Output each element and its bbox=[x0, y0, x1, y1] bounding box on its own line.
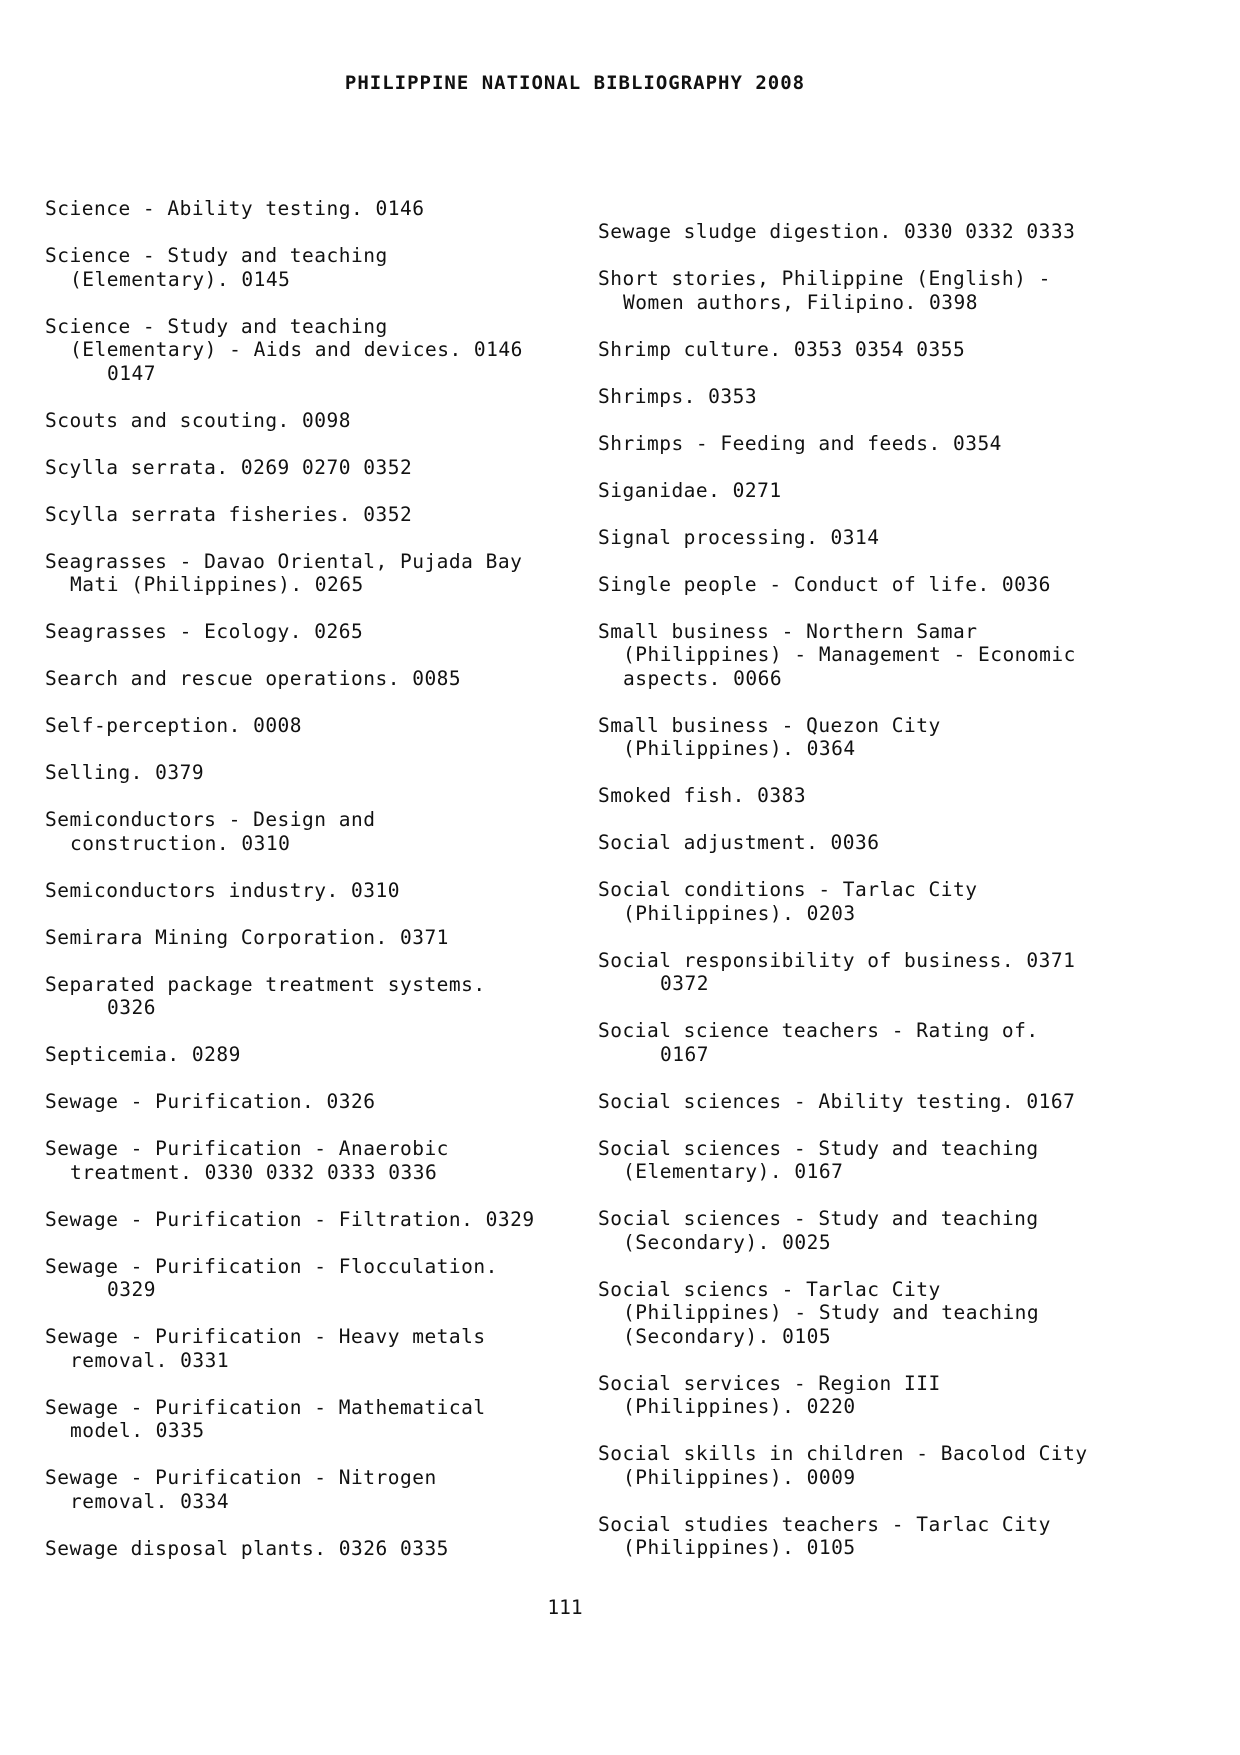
entry-heading-line: Social sciences - Ability testing. 0167 bbox=[598, 1089, 1076, 1113]
entry-heading-line: Social science teachers - Rating of. bbox=[598, 1019, 1039, 1042]
index-entry bbox=[45, 197, 605, 221]
entry-heading-line: Social studies teachers - Tarlac City bbox=[598, 1512, 1051, 1536]
index-entry bbox=[45, 761, 605, 785]
entry-heading-line: Seagrasses - Davao Oriental, Pujada Bay bbox=[45, 549, 523, 573]
entry-heading-line: Social services - Region III bbox=[598, 1371, 941, 1395]
entry-heading-line: Short stories, Philippine (English) - bbox=[598, 267, 1051, 290]
entry-heading-line: Scylla serrata. 0269 0270 0352 bbox=[45, 455, 413, 479]
index-entry bbox=[598, 479, 1158, 503]
entry-continuation-line: removal. 0334 bbox=[70, 1489, 230, 1513]
entry-heading-line: Sewage - Purification - Heavy metals bbox=[45, 1325, 486, 1348]
entry-heading-line: Social sciences - Study and teaching bbox=[598, 1136, 1039, 1160]
entry-heading-line: Siganidae. 0271 bbox=[598, 478, 782, 502]
index-entry bbox=[45, 926, 605, 950]
entry-heading-line: Shrimps. 0353 bbox=[598, 384, 758, 408]
index-entry bbox=[598, 526, 1158, 550]
entry-continuation-line: (Elementary). 0167 bbox=[623, 1160, 844, 1183]
entry-heading-line: Social responsibility of business. 0371 bbox=[598, 948, 1076, 972]
entry-heading-line: Sewage - Purification - Flocculation. bbox=[45, 1254, 498, 1278]
entry-heading-line: Signal processing. 0314 bbox=[598, 525, 880, 549]
entry-continuation-line: (Philippines) - Study and teaching bbox=[623, 1301, 1040, 1324]
entry-heading-line: Social skills in children - Bacolod City bbox=[598, 1442, 1088, 1465]
index-entry bbox=[598, 1442, 1158, 1489]
index-entry bbox=[598, 784, 1158, 808]
index-entry bbox=[45, 1208, 605, 1232]
entry-heading-line: Science - Study and teaching bbox=[45, 314, 388, 338]
index-entry bbox=[45, 456, 605, 480]
entry-continuation-line: 0329 bbox=[107, 1278, 156, 1301]
entry-heading-line: Semirara Mining Corporation. 0371 bbox=[45, 925, 449, 949]
index-entry bbox=[598, 1207, 1158, 1254]
index-entry bbox=[45, 973, 605, 1020]
index-entry bbox=[45, 244, 605, 291]
index-entry bbox=[45, 1537, 605, 1561]
entry-continuation-line: (Philippines). 0009 bbox=[623, 1465, 856, 1489]
index-entry bbox=[598, 1019, 1158, 1066]
index-entry bbox=[45, 503, 605, 527]
entry-heading-line: Science - Study and teaching bbox=[45, 244, 388, 267]
index-entry bbox=[598, 1278, 1158, 1349]
entry-continuation-line: 0372 bbox=[660, 972, 709, 995]
index-entry bbox=[45, 1396, 605, 1443]
entry-heading-line: Sewage - Purification - Mathematical bbox=[45, 1395, 486, 1419]
index-entry bbox=[45, 620, 605, 644]
entry-heading-line: Sewage - Purification - Nitrogen bbox=[45, 1466, 437, 1489]
entry-heading-line: Semiconductors industry. 0310 bbox=[45, 878, 400, 902]
entry-continuation-line: (Philippines). 0203 bbox=[623, 901, 856, 925]
entry-continuation-line: (Elementary) - Aids and devices. 0146 bbox=[70, 338, 523, 361]
entry-continuation-line: aspects. 0066 bbox=[623, 666, 783, 690]
index-entry bbox=[45, 1043, 605, 1067]
entry-heading-line: Sewage sludge digestion. 0330 0332 0333 bbox=[598, 220, 1076, 243]
entry-continuation-line: model. 0335 bbox=[70, 1419, 205, 1442]
entry-continuation-line: 0147 bbox=[107, 361, 156, 385]
entry-continuation-line: removal. 0331 bbox=[70, 1348, 230, 1372]
entry-continuation-line: (Philippines). 0220 bbox=[623, 1395, 856, 1418]
index-entry bbox=[598, 714, 1158, 761]
index-entry bbox=[45, 1255, 605, 1302]
index-entry bbox=[598, 573, 1158, 597]
index-entry bbox=[45, 1466, 605, 1513]
index-entry bbox=[45, 315, 605, 386]
index-entry bbox=[598, 220, 1158, 244]
entry-heading-line: Separated package treatment systems. bbox=[45, 972, 486, 996]
index-entry bbox=[45, 550, 605, 597]
entry-continuation-line: treatment. 0330 0332 0333 0336 bbox=[70, 1160, 438, 1184]
index-entry bbox=[598, 878, 1158, 925]
index-entry bbox=[598, 620, 1158, 691]
entry-heading-line: Scylla serrata fisheries. 0352 bbox=[45, 502, 413, 526]
entry-continuation-line: Women authors, Filipino. 0398 bbox=[623, 290, 978, 314]
entry-heading-line: Social conditions - Tarlac City bbox=[598, 878, 978, 901]
entry-heading-line: Single people - Conduct of life. 0036 bbox=[598, 572, 1051, 596]
entry-continuation-line: (Philippines). 0364 bbox=[623, 737, 856, 760]
index-entry bbox=[45, 1090, 605, 1114]
entry-continuation-line: (Philippines) - Management - Economic bbox=[623, 643, 1076, 666]
entry-continuation-line: (Secondary). 0025 bbox=[623, 1230, 832, 1254]
entry-heading-line: Septicemia. 0289 bbox=[45, 1043, 241, 1066]
index-entry bbox=[598, 385, 1158, 409]
index-entry bbox=[598, 1513, 1158, 1560]
right-column bbox=[598, 220, 1158, 1583]
entry-heading-line: Search and rescue operations. 0085 bbox=[45, 667, 462, 690]
entry-continuation-line: 0167 bbox=[660, 1042, 709, 1066]
page-number: 111 bbox=[547, 1596, 583, 1619]
entry-heading-line: Seagrasses - Ecology. 0265 bbox=[45, 620, 364, 643]
entry-heading-line: Sewage - Purification - Filtration. 0329 bbox=[45, 1207, 535, 1231]
entry-heading-line: Science - Ability testing. 0146 bbox=[45, 197, 425, 220]
left-column bbox=[45, 197, 605, 1584]
index-entry bbox=[598, 1137, 1158, 1184]
index-entry bbox=[45, 808, 605, 855]
entry-heading-line: Sewage disposal plants. 0326 0335 bbox=[45, 1536, 449, 1560]
entry-heading-line: Selling. 0379 bbox=[45, 761, 205, 784]
index-entry bbox=[45, 1325, 605, 1372]
entry-heading-line: Sewage - Purification - Anaerobic bbox=[45, 1137, 449, 1160]
entry-heading-line: Sewage - Purification. 0326 bbox=[45, 1090, 376, 1113]
entry-heading-line: Smoked fish. 0383 bbox=[598, 784, 807, 807]
entry-heading-line: Small business - Northern Samar bbox=[598, 619, 978, 643]
index-entry bbox=[598, 432, 1158, 456]
entry-continuation-line: construction. 0310 bbox=[70, 831, 291, 855]
index-entry bbox=[45, 667, 605, 691]
index-entry bbox=[598, 267, 1158, 314]
index-entry bbox=[45, 714, 605, 738]
entry-heading-line: Scouts and scouting. 0098 bbox=[45, 408, 351, 432]
index-entry bbox=[45, 879, 605, 903]
entry-heading-line: Social sciencs - Tarlac City bbox=[598, 1277, 941, 1301]
index-entry bbox=[598, 949, 1158, 996]
entry-continuation-line: (Secondary). 0105 bbox=[623, 1324, 832, 1348]
entry-heading-line: Social adjustment. 0036 bbox=[598, 831, 880, 854]
entry-heading-line: Self-perception. 0008 bbox=[45, 714, 303, 737]
entry-heading-line: Small business - Quezon City bbox=[598, 713, 941, 737]
entry-continuation-line: (Elementary). 0145 bbox=[70, 267, 291, 291]
page-title: PHILIPPINE NATIONAL BIBLIOGRAPHY 2008 bbox=[344, 72, 806, 94]
index-entry bbox=[598, 1090, 1158, 1114]
index-entry bbox=[598, 338, 1158, 362]
entry-continuation-line: (Philippines). 0105 bbox=[623, 1536, 856, 1559]
entry-continuation-line: 0326 bbox=[107, 996, 156, 1019]
index-entry bbox=[45, 1137, 605, 1184]
entry-heading-line: Social sciences - Study and teaching bbox=[598, 1207, 1039, 1230]
entry-heading-line: Semiconductors - Design and bbox=[45, 808, 376, 831]
index-entry bbox=[598, 1372, 1158, 1419]
entry-continuation-line: Mati (Philippines). 0265 bbox=[70, 573, 364, 596]
entry-heading-line: Shrimps - Feeding and feeds. 0354 bbox=[598, 431, 1002, 455]
index-entry bbox=[598, 831, 1158, 855]
index-entry bbox=[45, 409, 605, 433]
entry-heading-line: Shrimp culture. 0353 0354 0355 bbox=[598, 337, 966, 361]
